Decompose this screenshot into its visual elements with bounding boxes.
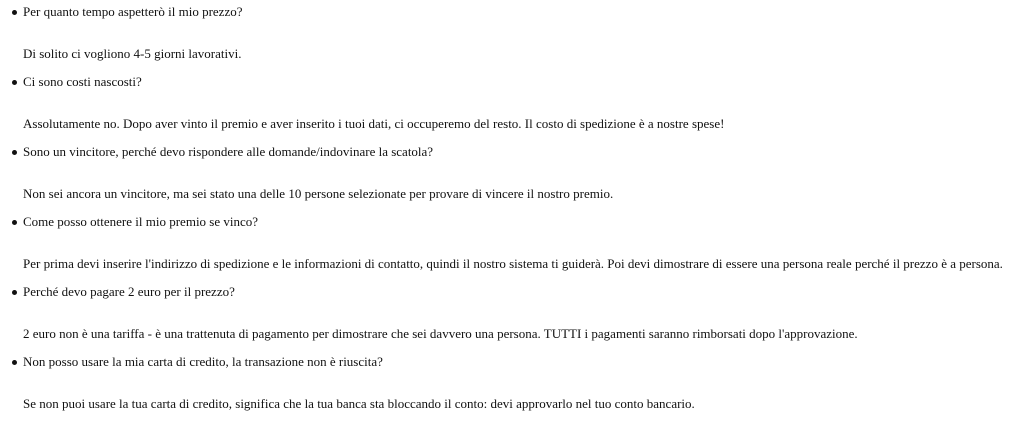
faq-question: Per quanto tempo aspetterò il mio prezzo? — [23, 4, 243, 19]
faq-item — [0, 210, 1024, 280]
faq-question: Perché devo pagare 2 euro per il prezzo? — [23, 284, 235, 299]
faq-item — [0, 0, 1024, 70]
faq-question: Come posso ottenere il mio premio se vinco? — [23, 214, 259, 229]
faq-item — [0, 70, 1024, 140]
bullet-icon — [12, 10, 17, 15]
faq-answer: Di solito ci vogliono 4-5 giorni lavorativi. — [23, 46, 242, 61]
bullet-icon — [12, 290, 17, 295]
faq-question: Ci sono costi nascosti? — [23, 74, 142, 89]
faq-answer: Per prima devi inserire l'indirizzo di spedizione e le informazioni di contatto, quindi il nostro sistema ti guiderà. Poi devi dimostrare di essere una persona reale perché il prezzo è a persona. — [23, 256, 1003, 271]
faq-answer: Non sei ancora un vincitore, ma sei stato una delle 10 persone selezionate per provare di vincere il nostro premio. — [23, 186, 614, 201]
faq-item — [0, 140, 1024, 210]
faq-item — [0, 280, 1024, 350]
bullet-icon — [12, 360, 17, 365]
faq-answer: Se non puoi usare la tua carta di credito, significa che la tua banca sta bloccando il conto: devi approvarlo nel tuo conto bancario. — [23, 396, 695, 411]
faq-question: Non posso usare la mia carta di credito, la transazione non è riuscita? — [23, 354, 383, 369]
faq-question: Sono un vincitore, perché devo rispondere alle domande/indovinare la scatola? — [23, 144, 434, 159]
faq-answer: 2 euro non è una tariffa - è una trattenuta di pagamento per dimostrare che sei davvero una persona. TUTTI i pagamenti saranno rimborsati dopo l'approvazione. — [23, 326, 858, 341]
bullet-icon — [12, 220, 17, 225]
faq-item — [0, 350, 1024, 420]
bullet-icon — [12, 80, 17, 85]
bullet-icon — [12, 150, 17, 155]
faq-answer: Assolutamente no. Dopo aver vinto il premio e aver inserito i tuoi dati, ci occuperemo del resto. Il costo di spedizione è a nostre spese! — [23, 116, 725, 131]
